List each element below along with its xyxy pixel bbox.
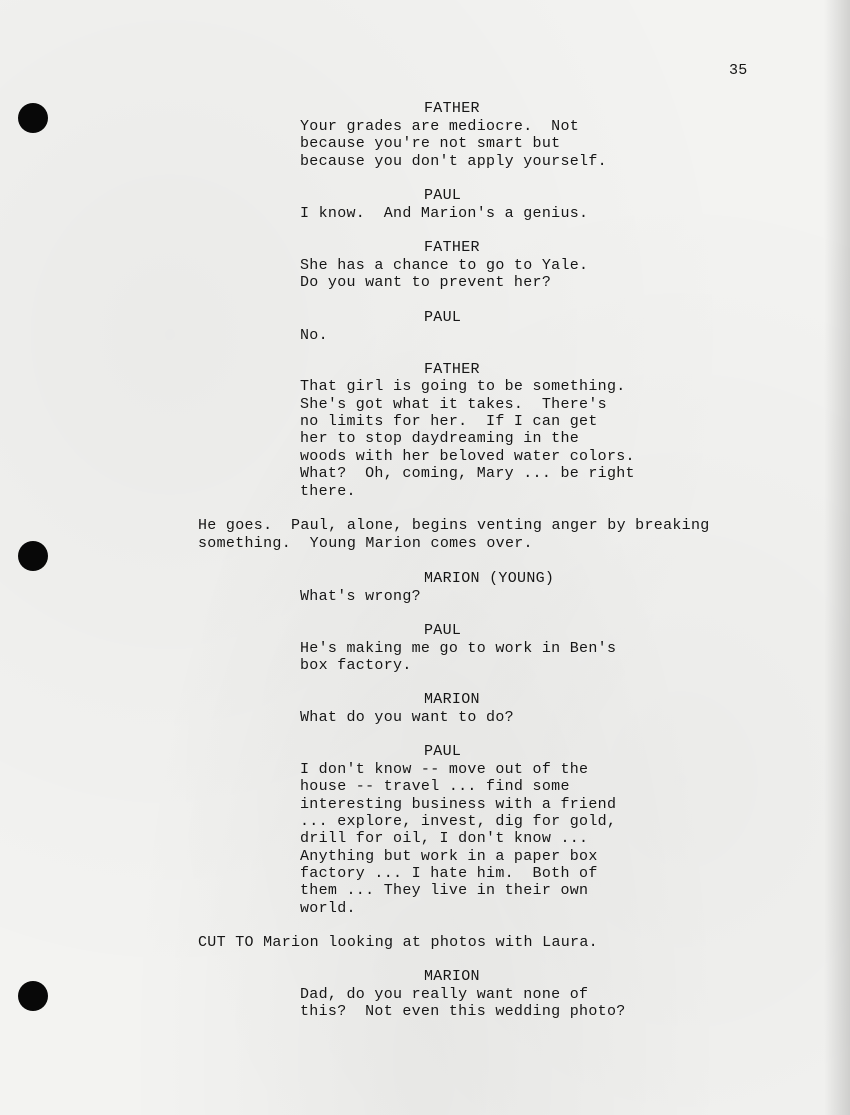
dialogue-line: He's making me go to work in Ben's [300, 640, 617, 657]
dialogue-line: there. [300, 483, 356, 500]
dialogue-line: because you're not smart but [300, 135, 561, 152]
dialogue-line: this? Not even this wedding photo? [300, 1003, 626, 1020]
character-name: PAUL [424, 743, 462, 760]
dialogue-line: What do you want to do? [300, 709, 514, 726]
dialogue-line: What? Oh, coming, Mary ... be right [300, 465, 635, 482]
character-name: FATHER [424, 100, 480, 117]
action-line: something. Young Marion comes over. [198, 535, 533, 552]
punch-hole-bottom [18, 981, 48, 1011]
dialogue-line: I don't know -- move out of the [300, 761, 589, 778]
dialogue-line: world. [300, 900, 356, 917]
character-name: PAUL [424, 187, 462, 204]
character-name: MARION [424, 691, 480, 708]
dialogue-line: That girl is going to be something. [300, 378, 626, 395]
page-edge-shadow [824, 0, 850, 1115]
character-name: FATHER [424, 361, 480, 378]
character-name: MARION (YOUNG) [424, 570, 555, 587]
page-number: 35 [729, 62, 748, 79]
dialogue-line: She has a chance to go to Yale. [300, 257, 589, 274]
dialogue-line: She's got what it takes. There's [300, 396, 607, 413]
dialogue-line: woods with her beloved water colors. [300, 448, 635, 465]
dialogue-line: Your grades are mediocre. Not [300, 118, 580, 135]
character-name: FATHER [424, 239, 480, 256]
dialogue-line: No. [300, 327, 328, 344]
dialogue-line: ... explore, invest, dig for gold, [300, 813, 617, 830]
character-name: PAUL [424, 622, 462, 639]
action-line: CUT TO Marion looking at photos with Laura. [198, 934, 598, 951]
character-name: MARION [424, 968, 480, 985]
action-line: He goes. Paul, alone, begins venting anger by breaking [198, 517, 710, 534]
dialogue-line: box factory. [300, 657, 412, 674]
dialogue-line: because you don't apply yourself. [300, 153, 607, 170]
punch-hole-middle [18, 541, 48, 571]
dialogue-line: interesting business with a friend [300, 796, 617, 813]
dialogue-line: drill for oil, I don't know ... [300, 830, 589, 847]
dialogue-line: Do you want to prevent her? [300, 274, 552, 291]
punch-hole-top [18, 103, 48, 133]
dialogue-line: factory ... I hate him. Both of [300, 865, 598, 882]
dialogue-line: I know. And Marion's a genius. [300, 205, 589, 222]
dialogue-line: her to stop daydreaming in the [300, 430, 580, 447]
dialogue-line: no limits for her. If I can get [300, 413, 598, 430]
dialogue-line: house -- travel ... find some [300, 778, 570, 795]
dialogue-line: What's wrong? [300, 588, 421, 605]
dialogue-line: them ... They live in their own [300, 882, 589, 899]
dialogue-line: Anything but work in a paper box [300, 848, 598, 865]
character-name: PAUL [424, 309, 462, 326]
dialogue-line: Dad, do you really want none of [300, 986, 589, 1003]
